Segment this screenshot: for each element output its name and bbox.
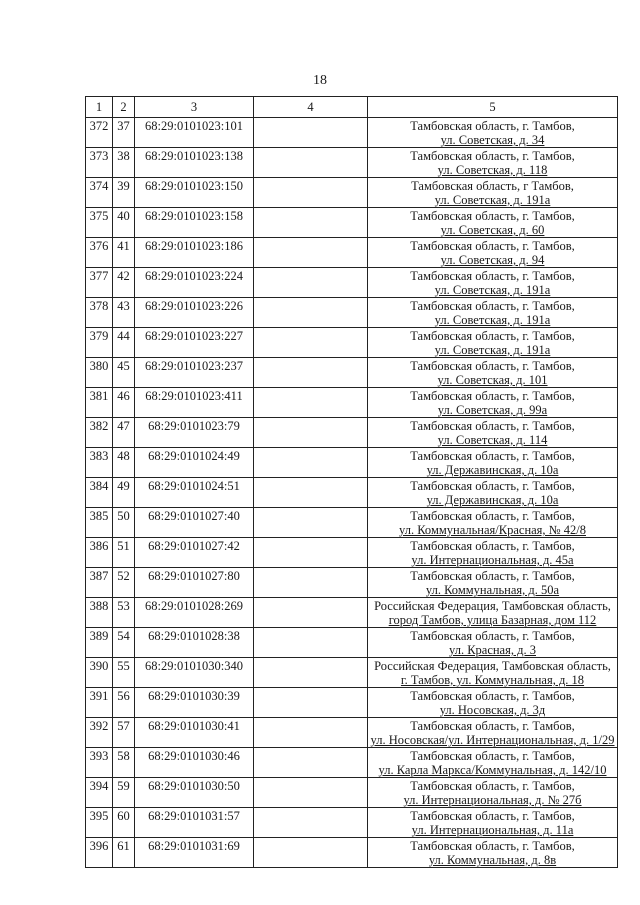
table-row (86, 718, 618, 748)
empty-cell (254, 118, 368, 148)
table-row (86, 418, 618, 448)
row-number: 392 (86, 718, 113, 748)
address-line-2: ул. Советская, д. 118 (437, 163, 548, 177)
empty-cell (254, 838, 368, 868)
address-cell (368, 298, 618, 328)
table-row (86, 748, 618, 778)
empty-cell (254, 448, 368, 478)
cadastral-number: 68:29:0101023:226 (135, 298, 254, 328)
address-cell (368, 748, 618, 778)
address-line-1: Тамбовская область, г. Тамбов, (410, 269, 575, 283)
row-sub-number: 51 (113, 538, 135, 568)
table-row (86, 268, 618, 298)
row-sub-number: 55 (113, 658, 135, 688)
empty-cell (254, 658, 368, 688)
table-row (86, 778, 618, 808)
address-line-1: Тамбовская область, г. Тамбов, (410, 509, 575, 523)
address-cell (368, 178, 618, 208)
row-number: 374 (86, 178, 113, 208)
table-row (86, 808, 618, 838)
row-sub-number: 60 (113, 808, 135, 838)
row-number: 375 (86, 208, 113, 238)
address-cell (368, 718, 618, 748)
empty-cell (254, 478, 368, 508)
address-line-2: ул. Красная, д. 3 (449, 643, 536, 657)
cadastral-number: 68:29:0101028:38 (135, 628, 254, 658)
address-line-1: Тамбовская область, г. Тамбов, (410, 719, 575, 733)
header-row (86, 97, 618, 118)
row-sub-number: 59 (113, 778, 135, 808)
address-line-1: Тамбовская область, г. Тамбов, (410, 779, 575, 793)
cadastral-number: 68:29:0101023:224 (135, 268, 254, 298)
row-sub-number: 52 (113, 568, 135, 598)
empty-cell (254, 418, 368, 448)
empty-cell (254, 238, 368, 268)
row-sub-number: 50 (113, 508, 135, 538)
address-line-1: Российская Федерация, Тамбовская область, (374, 599, 611, 613)
address-cell (368, 388, 618, 418)
address-line-1: Тамбовская область, г. Тамбов, (410, 119, 575, 133)
row-number: 386 (86, 538, 113, 568)
table-row (86, 328, 618, 358)
table-row (86, 538, 618, 568)
cadastral-number: 68:29:0101031:57 (135, 808, 254, 838)
address-line-2: г. Тамбов, ул. Коммунальная, д. 18 (400, 673, 585, 687)
address-line-1: Тамбовская область, г. Тамбов, (410, 449, 575, 463)
header-col-1: 1 (86, 97, 113, 118)
cadastral-number: 68:29:0101030:340 (135, 658, 254, 688)
table-row (86, 628, 618, 658)
empty-cell (254, 568, 368, 598)
empty-cell (254, 148, 368, 178)
header-col-5: 5 (368, 97, 618, 118)
row-sub-number: 40 (113, 208, 135, 238)
address-line-2: город Тамбов, улица Базарная, дом 112 (388, 613, 597, 627)
header-col-2: 2 (113, 97, 135, 118)
address-line-2: ул. Советская, д. 99а (437, 403, 548, 417)
address-line-1: Тамбовская область, г. Тамбов, (410, 149, 575, 163)
empty-cell (254, 598, 368, 628)
row-number: 372 (86, 118, 113, 148)
cadastral-number: 68:29:0101023:150 (135, 178, 254, 208)
cadastral-number: 68:29:0101024:51 (135, 478, 254, 508)
address-line-2: ул. Коммунальная/Красная, № 42/8 (399, 523, 586, 537)
table-row (86, 238, 618, 268)
row-sub-number: 39 (113, 178, 135, 208)
address-line-1: Тамбовская область, г. Тамбов, (410, 749, 575, 763)
address-cell (368, 838, 618, 868)
address-cell (368, 478, 618, 508)
row-sub-number: 54 (113, 628, 135, 658)
address-cell (368, 808, 618, 838)
table-row (86, 118, 618, 148)
address-line-1: Тамбовская область, г. Тамбов, (410, 419, 575, 433)
address-line-1: Тамбовская область, г Тамбов, (411, 179, 574, 193)
address-line-2: ул. Советская, д. 94 (440, 253, 545, 267)
cadastral-number: 68:29:0101023:411 (135, 388, 254, 418)
table-header (86, 97, 618, 118)
row-sub-number: 56 (113, 688, 135, 718)
cadastral-number: 68:29:0101027:40 (135, 508, 254, 538)
address-cell (368, 358, 618, 388)
address-line-2: ул. Советская, д. 101 (437, 373, 548, 387)
row-sub-number: 43 (113, 298, 135, 328)
table-row (86, 478, 618, 508)
address-cell (368, 118, 618, 148)
row-number: 376 (86, 238, 113, 268)
address-cell (368, 688, 618, 718)
address-line-1: Тамбовская область, г. Тамбов, (410, 809, 575, 823)
address-line-2: ул. Интернациональная, д. 11а (411, 823, 574, 837)
empty-cell (254, 328, 368, 358)
empty-cell (254, 628, 368, 658)
address-line-2: ул. Интернациональная, д. № 27б (403, 793, 582, 807)
cadastral-number: 68:29:0101031:69 (135, 838, 254, 868)
cadastral-number: 68:29:0101024:49 (135, 448, 254, 478)
row-number: 390 (86, 658, 113, 688)
cadastral-number: 68:29:0101023:237 (135, 358, 254, 388)
address-line-1: Тамбовская область, г. Тамбов, (410, 629, 575, 643)
address-cell (368, 628, 618, 658)
address-cell (368, 448, 618, 478)
row-sub-number: 47 (113, 418, 135, 448)
row-number: 381 (86, 388, 113, 418)
cadastral-number: 68:29:0101027:42 (135, 538, 254, 568)
cadastral-number: 68:29:0101023:138 (135, 148, 254, 178)
row-sub-number: 53 (113, 598, 135, 628)
address-cell (368, 238, 618, 268)
address-cell (368, 508, 618, 538)
empty-cell (254, 748, 368, 778)
row-number: 394 (86, 778, 113, 808)
table-row (86, 688, 618, 718)
row-sub-number: 42 (113, 268, 135, 298)
address-line-2: ул. Интернациональная, д. 45а (411, 553, 574, 567)
table-row (86, 838, 618, 868)
row-number: 379 (86, 328, 113, 358)
row-number: 378 (86, 298, 113, 328)
empty-cell (254, 778, 368, 808)
cadastral-number: 68:29:0101023:186 (135, 238, 254, 268)
address-cell (368, 328, 618, 358)
page-number: 18 (313, 73, 327, 88)
row-sub-number: 38 (113, 148, 135, 178)
address-line-1: Российская Федерация, Тамбовская область, (374, 659, 611, 673)
address-line-2: ул. Коммунальная, д. 8в (428, 853, 557, 867)
empty-cell (254, 298, 368, 328)
table-row (86, 298, 618, 328)
empty-cell (254, 538, 368, 568)
empty-cell (254, 688, 368, 718)
address-line-1: Тамбовская область, г. Тамбов, (410, 389, 575, 403)
cadastral-number: 68:29:0101023:158 (135, 208, 254, 238)
table-row (86, 598, 618, 628)
empty-cell (254, 178, 368, 208)
cadastral-number: 68:29:0101023:101 (135, 118, 254, 148)
table-row (86, 388, 618, 418)
address-line-1: Тамбовская область, г. Тамбов, (410, 839, 575, 853)
address-line-2: ул. Державинская, д. 10а (426, 463, 559, 477)
table-row (86, 508, 618, 538)
row-sub-number: 61 (113, 838, 135, 868)
empty-cell (254, 808, 368, 838)
row-number: 395 (86, 808, 113, 838)
cadastral-number: 68:29:0101023:227 (135, 328, 254, 358)
table-row (86, 208, 618, 238)
address-line-1: Тамбовская область, г. Тамбов, (410, 239, 575, 253)
row-sub-number: 48 (113, 448, 135, 478)
row-number: 385 (86, 508, 113, 538)
cadastral-number: 68:29:0101030:41 (135, 718, 254, 748)
address-line-1: Тамбовская область, г. Тамбов, (410, 479, 575, 493)
address-cell (368, 148, 618, 178)
address-line-2: ул. Советская, д. 191а (434, 313, 551, 327)
cadastral-number: 68:29:0101030:39 (135, 688, 254, 718)
address-line-2: ул. Носовская/ул. Интернациональная, д. 1/29 (370, 733, 615, 747)
empty-cell (254, 718, 368, 748)
address-line-2: ул. Носовская, д. 3д (439, 703, 546, 717)
address-cell (368, 208, 618, 238)
row-sub-number: 49 (113, 478, 135, 508)
address-line-1: Тамбовская область, г. Тамбов, (410, 689, 575, 703)
cadastral-number: 68:29:0101030:50 (135, 778, 254, 808)
table-body (86, 118, 618, 868)
address-line-2: ул. Советская, д. 60 (440, 223, 545, 237)
row-sub-number: 57 (113, 718, 135, 748)
address-line-1: Тамбовская область, г. Тамбов, (410, 299, 575, 313)
cadastral-number: 68:29:0101023:79 (135, 418, 254, 448)
cadastral-number: 68:29:0101027:80 (135, 568, 254, 598)
address-line-2: ул. Коммунальная, д. 50а (425, 583, 560, 597)
address-line-1: Тамбовская область, г. Тамбов, (410, 329, 575, 343)
empty-cell (254, 508, 368, 538)
empty-cell (254, 268, 368, 298)
header-col-3: 3 (135, 97, 254, 118)
row-number: 377 (86, 268, 113, 298)
row-number: 396 (86, 838, 113, 868)
address-cell (368, 568, 618, 598)
row-sub-number: 58 (113, 748, 135, 778)
table-row (86, 178, 618, 208)
row-number: 384 (86, 478, 113, 508)
address-cell (368, 418, 618, 448)
row-sub-number: 46 (113, 388, 135, 418)
property-register-table (85, 96, 618, 868)
address-line-2: ул. Советская, д. 191а (434, 283, 551, 297)
row-sub-number: 44 (113, 328, 135, 358)
row-sub-number: 41 (113, 238, 135, 268)
address-cell (368, 658, 618, 688)
empty-cell (254, 388, 368, 418)
address-line-1: Тамбовская область, г. Тамбов, (410, 539, 575, 553)
empty-cell (254, 208, 368, 238)
row-number: 391 (86, 688, 113, 718)
row-number: 388 (86, 598, 113, 628)
address-line-1: Тамбовская область, г. Тамбов, (410, 359, 575, 373)
cadastral-number: 68:29:0101030:46 (135, 748, 254, 778)
row-sub-number: 45 (113, 358, 135, 388)
row-number: 387 (86, 568, 113, 598)
address-line-2: ул. Советская, д. 191а (434, 193, 551, 207)
row-number: 382 (86, 418, 113, 448)
table-row (86, 358, 618, 388)
row-number: 380 (86, 358, 113, 388)
table-row (86, 658, 618, 688)
address-line-1: Тамбовская область, г. Тамбов, (410, 209, 575, 223)
address-line-2: ул. Советская, д. 114 (437, 433, 548, 447)
table-row (86, 448, 618, 478)
address-cell (368, 778, 618, 808)
row-number: 393 (86, 748, 113, 778)
address-line-2: ул. Державинская, д. 10а (426, 493, 559, 507)
address-cell (368, 268, 618, 298)
address-cell (368, 598, 618, 628)
empty-cell (254, 358, 368, 388)
address-line-1: Тамбовская область, г. Тамбов, (410, 569, 575, 583)
row-number: 373 (86, 148, 113, 178)
header-col-4: 4 (254, 97, 368, 118)
cadastral-number: 68:29:0101028:269 (135, 598, 254, 628)
row-sub-number: 37 (113, 118, 135, 148)
row-number: 389 (86, 628, 113, 658)
address-line-2: ул. Советская, д. 34 (440, 133, 545, 147)
address-line-2: ул. Советская, д. 191а (434, 343, 551, 357)
address-cell (368, 538, 618, 568)
address-line-2: ул. Карла Маркса/Коммунальная, д. 142/10 (378, 763, 607, 777)
table-row (86, 148, 618, 178)
table-row (86, 568, 618, 598)
row-number: 383 (86, 448, 113, 478)
